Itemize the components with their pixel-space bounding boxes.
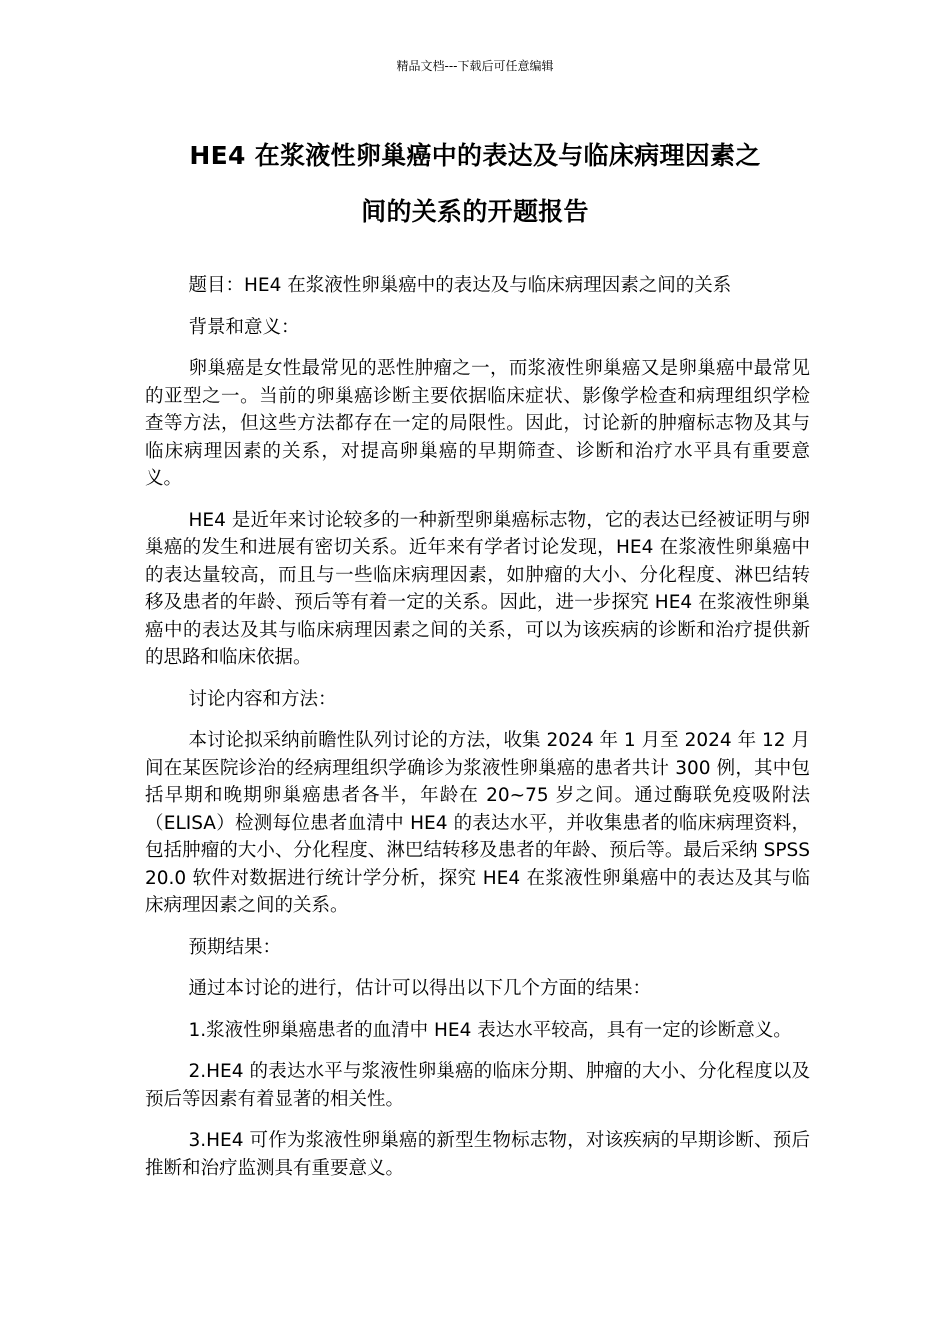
title-line-2: 间的关系的开题报告	[361, 197, 589, 226]
page-header: 精品文档---下载后可任意编辑	[396, 59, 554, 73]
background-paragraph-2: HE4 是近年来讨论较多的一种新型卵巢癌标志物，它的表达已经被证明与卵巢癌的发生和进展有密切关系。近年来有学者讨论发现，HE4 在浆液性卵巢癌中的表达量较高，而且与一些临床病理因素，如肿瘤的大小、分化程度、淋巴结转移及患者的年龄、预后等有着一定的关系。因此，进一步探究 HE4 在浆液性卵巢癌中的表达及其与临床病理因素之间的关系，可以为该疾病的诊断和治疗提供新的思路和临床依据。	[145, 509, 810, 668]
topic-line: 题目：HE4 在浆液性卵巢癌中的表达及与临床病理因素之间的关系	[188, 275, 732, 296]
result-item-1: 1.浆液性卵巢癌患者的血清中 HE4 表达水平较高，具有一定的诊断意义。	[188, 1019, 792, 1041]
results-intro: 通过本讨论的进行，估计可以得出以下几个方面的结果：	[188, 978, 651, 999]
results-heading: 预期结果：	[188, 936, 281, 958]
result-item-3: 3.HE4 可作为浆液性卵巢癌的新型生物标志物，对该疾病的早期诊断、预后推断和治疗监测具有重要意义。	[145, 1130, 810, 1179]
document-body	[145, 272, 810, 1196]
document-title	[140, 128, 810, 240]
methods-paragraph: 本讨论拟采纳前瞻性队列讨论的方法，收集 2024 年 1 月至 2024 年 12 月间在某医院诊治的经病理组织学确诊为浆液性卵巢癌的患者共计 300 例，其中包括早期和晚期卵巢癌患者各半，年龄在 20~75 岁之间。通过酶联免疫吸附法（ELISA）检测每位患者血清中 HE4 的表达水平，并收集患者的临床病理资料，包括肿瘤的大小、分化程度、淋巴结转移及患者的年龄、预后等。最后采纳 SPSS 20.0 软件对数据进行统计学分析，探究 HE4 在浆液性卵巢癌中的表达及其与临床病理因素之间的关系。	[145, 730, 810, 916]
methods-heading: 讨论内容和方法：	[188, 688, 337, 710]
title-line-1: HE4 在浆液性卵巢癌中的表达及与临床病理因素之	[189, 141, 761, 170]
background-paragraph-1: 卵巢癌是女性最常见的恶性肿瘤之一，而浆液性卵巢癌又是卵巢癌中最常见的亚型之一。当前的卵巢癌诊断主要依据临床症状、影像学检查和病理组织学检查等方法，但这些方法都存在一定的局限性。因此，讨论新的肿瘤标志物及其与临床病理因素的关系，对提高卵巢癌的早期筛查、诊断和治疗水平具有重要意义。	[145, 358, 810, 489]
result-item-2: 2.HE4 的表达水平与浆液性卵巢癌的临床分期、肿瘤的大小、分化程度以及预后等因素有着显著的相关性。	[145, 1061, 810, 1110]
background-heading: 背景和意义：	[188, 316, 300, 338]
